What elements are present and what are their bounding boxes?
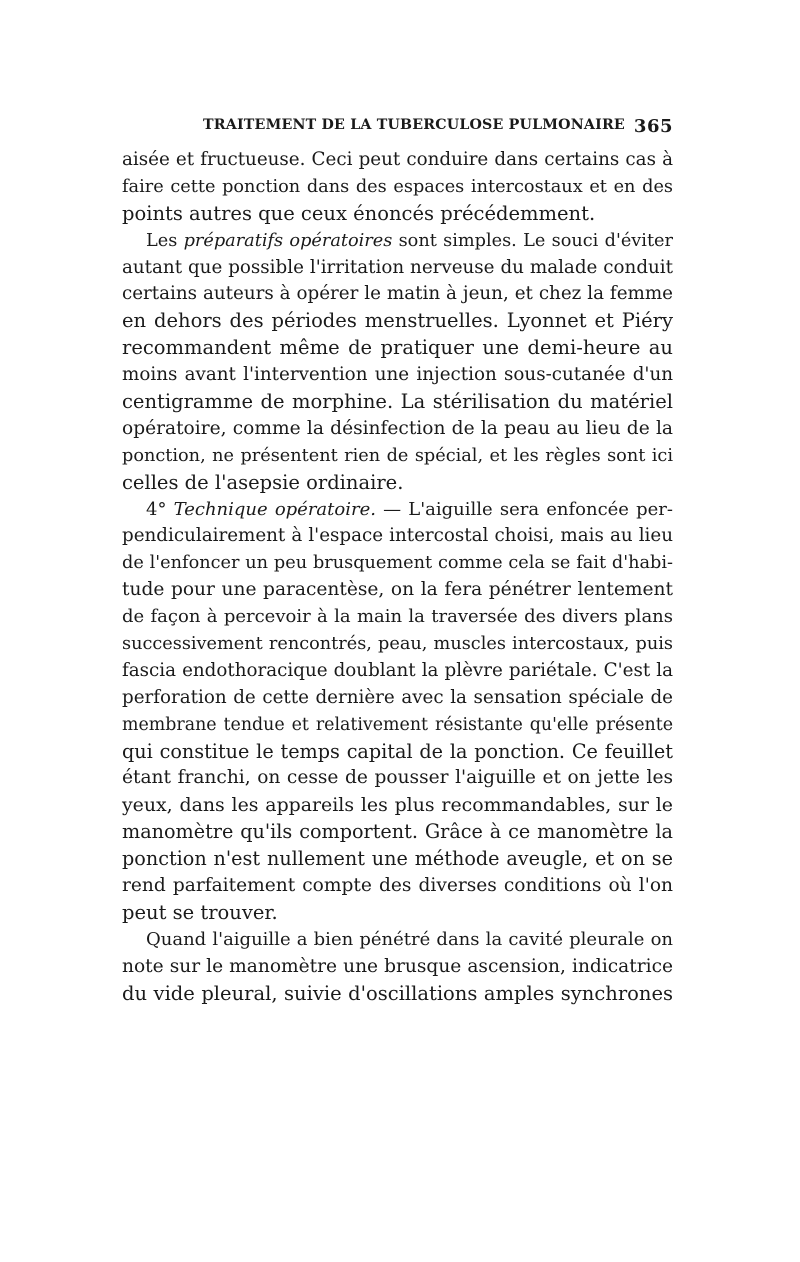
running-title: TRAITEMENT DE LA TUBERCULOSE PULMONAIRE bbox=[203, 117, 625, 133]
text-line: yeux, dans les appareils les plus recommandables, sur le bbox=[122, 794, 673, 817]
text-line: opératoire, comme la désinfection de la peau au lieu de la bbox=[122, 417, 673, 439]
text-segment: sont simples. Le souci d'éviter bbox=[392, 230, 673, 251]
text-line: aisée et fructueuse. Ceci peut conduire dans certains cas à bbox=[122, 149, 673, 170]
text-segment: — L'aiguille sera enfoncée per- bbox=[375, 498, 673, 520]
text-line: étant franchi, on cesse de pousser l'aiguille et on jette les bbox=[122, 767, 673, 789]
text-segment: Les bbox=[146, 230, 184, 251]
text-line: moins avant l'intervention une injection sous-cutanée d'un bbox=[122, 364, 673, 386]
text-line: ponction, ne présentent rien de spécial, et les règles sont ici bbox=[122, 445, 673, 466]
text-line: points autres que ceux énoncés précédemment. bbox=[122, 201, 596, 225]
text-line: manomètre qu'ils comportent. Grâce à ce manomètre la bbox=[122, 820, 673, 844]
text-line bbox=[122, 228, 673, 255]
italic-segment: Technique opératoire. bbox=[173, 498, 376, 520]
italic-segment: préparatifs opératoires bbox=[183, 230, 393, 251]
text-line: peut se trouver. bbox=[122, 900, 278, 924]
text-segment: 4° bbox=[146, 498, 174, 520]
page-number: 365 bbox=[633, 116, 673, 137]
text-line: tude pour une paracentèse, on la fera pénétrer lentement bbox=[122, 579, 673, 601]
text-line: pendiculairement à l'espace intercostal choisi, mais au lieu bbox=[122, 525, 673, 547]
text-line: autant que possible l'irritation nerveuse du malade conduit bbox=[122, 256, 673, 278]
body-text bbox=[122, 147, 673, 1008]
text-line bbox=[122, 497, 673, 524]
text-line: fascia endothoracique doublant la plèvre pariétale. C'est la bbox=[122, 659, 673, 681]
text-line: centigramme de morphine. La stérilisation du matériel bbox=[122, 390, 673, 414]
text-line: successivement rencontrés, peau, muscles intercostaux, puis bbox=[122, 634, 673, 655]
text-line: de l'enfoncer un peu brusquement comme cela se fait d'habi- bbox=[122, 553, 673, 574]
text-line: Quand l'aiguille a bien pénétré dans la cavité pleurale on bbox=[146, 928, 673, 950]
text-line: ponction n'est nullement une méthode aveugle, et on se bbox=[122, 847, 673, 871]
text-line: membrane tendue et relativement résistante qu'elle présente bbox=[122, 714, 673, 735]
text-line: faire cette ponction dans des espaces intercostaux et en des bbox=[122, 176, 673, 197]
text-line: de façon à percevoir à la main la traversée des divers plans bbox=[122, 606, 673, 628]
text-line: du vide pleural, suivie d'oscillations amples synchrones bbox=[122, 981, 673, 1005]
text-line: recommandent même de pratiquer une demi-heure au bbox=[122, 336, 673, 360]
text-line: rend parfaitement compte des diverses conditions où l'on bbox=[122, 875, 673, 897]
text-line: en dehors des périodes menstruelles. Lyonnet et Piéry bbox=[122, 309, 673, 333]
text-line: note sur le manomètre une brusque ascension, indicatrice bbox=[122, 955, 673, 977]
text-line: certains auteurs à opérer le matin à jeun, et chez la femme bbox=[122, 283, 673, 305]
text-line: celles de l'asepsie ordinaire. bbox=[122, 470, 404, 494]
text-line: perforation de cette dernière avec la sensation spéciale de bbox=[122, 686, 673, 708]
running-header bbox=[203, 117, 673, 141]
text-line: qui constitue le temps capital de la ponction. Ce feuillet bbox=[122, 739, 673, 763]
